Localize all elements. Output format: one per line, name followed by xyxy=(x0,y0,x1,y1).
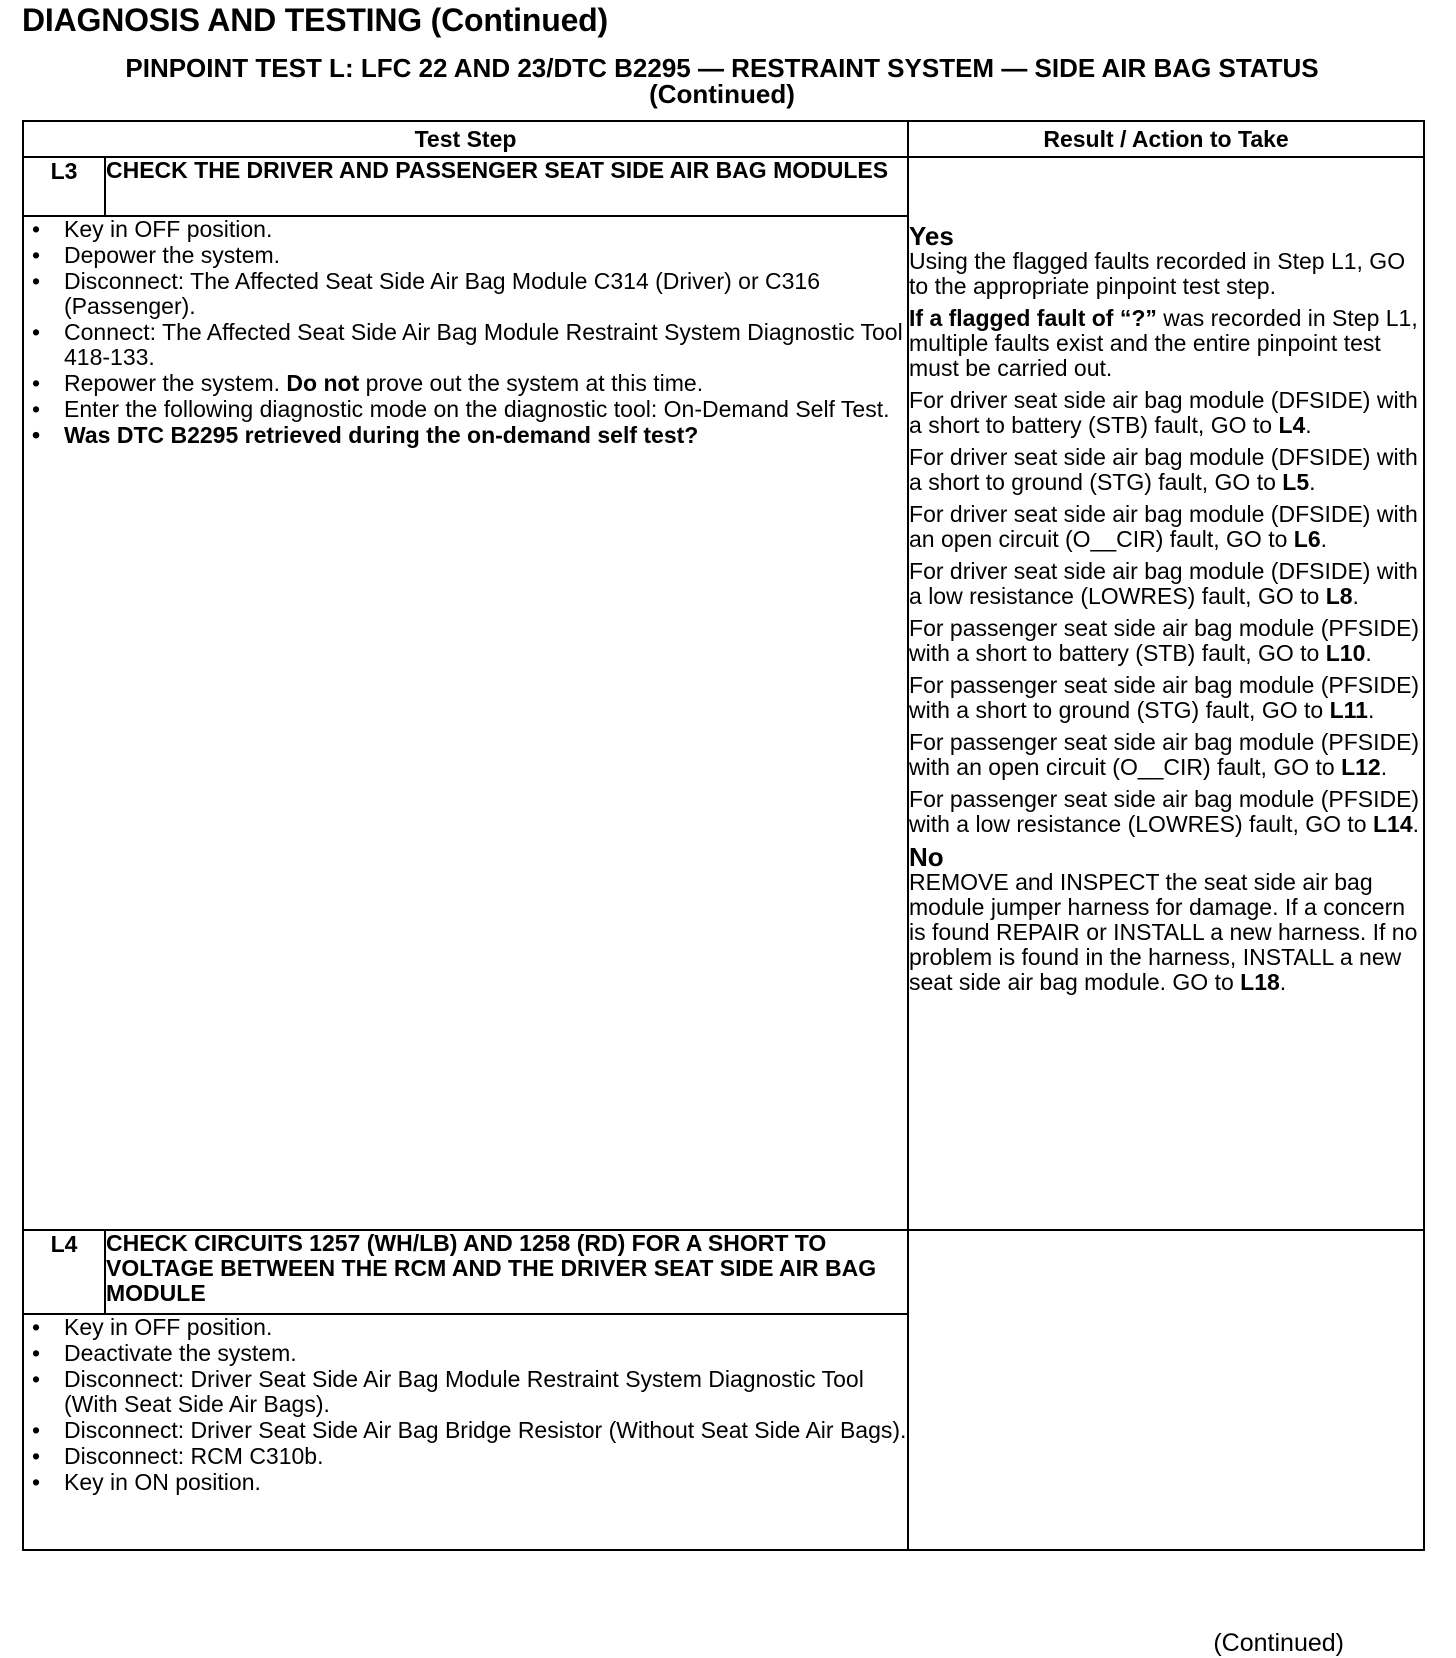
bullet-item: • Connect: The Affected Seat Side Air Bag Module Restraint System Diagnostic Tool 418-133. xyxy=(24,320,907,370)
bullet-item: • Disconnect: Driver Seat Side Air Bag Bridge Resistor (Without Seat Side Air Bags). xyxy=(24,1418,907,1443)
step-id: L3 xyxy=(23,157,105,216)
result-item: For passenger seat side air bag module (PFSIDE) with a short to ground (STG) fault, GO to L11. xyxy=(909,672,1420,723)
col-header-result: Result / Action to Take xyxy=(908,121,1424,157)
bullet-item: • Key in ON position. xyxy=(24,1470,907,1495)
no-label: No xyxy=(909,842,944,872)
result-item: For passenger seat side air bag module (PFSIDE) with a low resistance (LOWRES) fault, GO to L14. xyxy=(909,786,1420,837)
bullet-item: • Disconnect: The Affected Seat Side Air Bag Module C314 (Driver) or C316 (Passenger). xyxy=(24,269,907,319)
step-l4-title-row xyxy=(23,1230,1424,1314)
step-id: L4 xyxy=(23,1230,105,1314)
bullet-item: • Key in OFF position. xyxy=(24,217,907,242)
result-item: For driver seat side air bag module (DFSIDE) with a short to ground (STG) fault, GO to L5. xyxy=(909,444,1418,495)
result-item: For driver seat side air bag module (DFSIDE) with an open circuit (O__CIR) fault, GO to L6. xyxy=(909,501,1418,552)
table-header-row xyxy=(23,121,1424,157)
step-title: CHECK THE DRIVER AND PASSENGER SEAT SIDE AIR BAG MODULES xyxy=(105,157,908,216)
bullet-item: • Was DTC B2295 retrieved during the on-demand self test? xyxy=(24,423,907,448)
result-item: Using the flagged faults recorded in Step L1, GO to the appropriate pinpoint test step. xyxy=(909,248,1406,299)
continued-footer: (Continued) xyxy=(1213,1629,1344,1657)
step-l4-body xyxy=(23,1314,908,1550)
step-title: CHECK CIRCUITS 1257 (WH/LB) AND 1258 (RD) FOR A SHORT TO VOLTAGE BETWEEN THE RCM AND THE DRIVER SEAT SIDE AIR BAG MODULE xyxy=(105,1230,908,1314)
bullet-item: • Disconnect: Driver Seat Side Air Bag Module Restraint System Diagnostic Tool (With Seat Side Air Bags). xyxy=(24,1367,907,1417)
col-header-test-step: Test Step xyxy=(23,121,908,157)
result-item: For driver seat side air bag module (DFSIDE) with a low resistance (LOWRES) fault, GO to L8. xyxy=(909,558,1418,609)
result-item: If a flagged fault of “?” was recorded in Step L1, multiple faults exist and the entire pinpoint test must be carried out. xyxy=(909,305,1418,381)
step-l4-result xyxy=(908,1230,1424,1550)
page-heading: DIAGNOSIS AND TESTING (Continued) xyxy=(22,2,608,38)
bullet-item: • Repower the system. Do not prove out the system at this time. xyxy=(24,371,907,396)
bullet-item: • Deactivate the system. xyxy=(24,1341,907,1366)
result-item: For driver seat side air bag module (DFSIDE) with a short to battery (STB) fault, GO to L4. xyxy=(909,387,1418,438)
bullet-item: • Disconnect: RCM C310b. xyxy=(24,1444,907,1469)
test-title-line-2: (Continued) xyxy=(649,79,795,109)
result-item: For passenger seat side air bag module (PFSIDE) with an open circuit (O__CIR) fault, GO to L12. xyxy=(909,729,1420,780)
pinpoint-test-table xyxy=(22,120,1425,1551)
bullet-item: • Key in OFF position. xyxy=(24,1315,907,1340)
yes-label: Yes xyxy=(909,221,954,251)
step-bullets xyxy=(24,1315,907,1495)
test-title-line-1: PINPOINT TEST L: LFC 22 AND 23/DTC B2295 — RESTRAINT SYSTEM — SIDE AIR BAG STATUS xyxy=(125,53,1319,83)
pinpoint-test-title xyxy=(22,55,1422,107)
step-l3-body xyxy=(23,216,908,1230)
step-bullets xyxy=(24,217,907,448)
bullet-item: • Depower the system. xyxy=(24,243,907,268)
step-l3-title-row xyxy=(23,157,1424,216)
step-l3-result xyxy=(908,157,1424,1230)
bullet-item: • Enter the following diagnostic mode on the diagnostic tool: On-Demand Self Test. xyxy=(24,397,907,422)
result-no-text: REMOVE and INSPECT the seat side air bag module jumper harness for damage. If a concern is found REPAIR or INSTALL a new harness. If no problem is found in the harness, INSTALL a new seat side air bag module. GO to L18. xyxy=(909,869,1418,995)
result-item: For passenger seat side air bag module (PFSIDE) with a short to battery (STB) fault, GO to L10. xyxy=(909,615,1420,666)
